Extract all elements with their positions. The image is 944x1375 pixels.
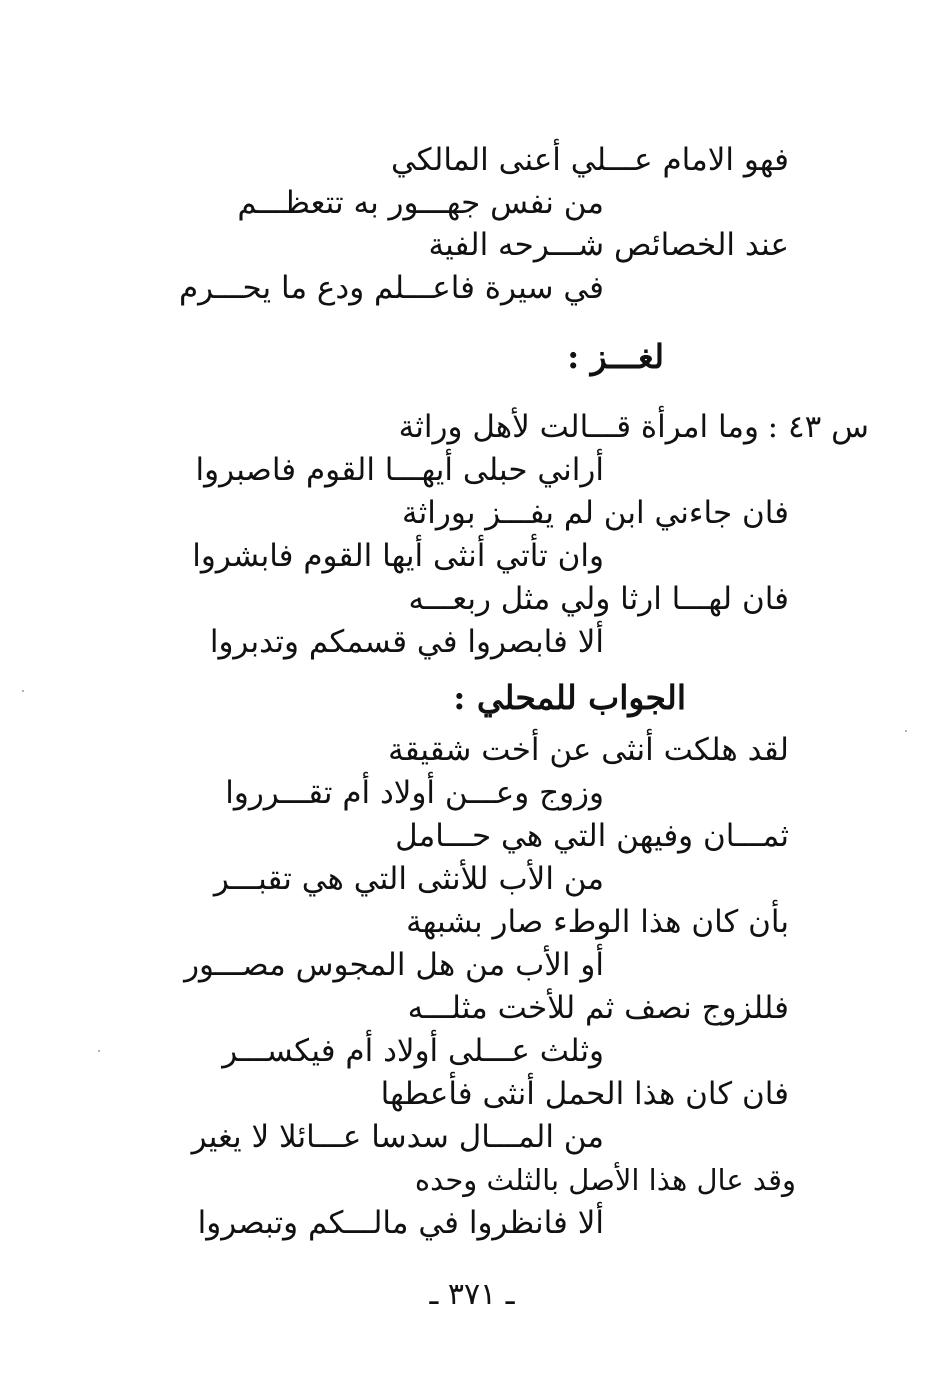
question-line-1: وما امرأة قـــالت لأهل وراثة	[398, 409, 759, 445]
verse-line-3: عند الخصائص شـــرحه الفية	[428, 227, 789, 263]
scan-speck	[98, 1050, 100, 1052]
answer-line-2: وزوج وعـــن أولاد أم تقـــرروا	[225, 775, 604, 811]
answer-line-7: فللزوج نصف ثم للأخت مثلـــه	[407, 990, 789, 1026]
answer-line-6: أو الأب من هل المجوس مصـــور	[184, 947, 604, 983]
scan-speck	[22, 690, 24, 692]
question-line-2: أراني حبلى أيهـــا القوم فاصبروا	[195, 452, 604, 488]
question-number: س ٤٣ :	[767, 409, 869, 445]
verse-line-1: فهو الامام عـــلي أعنى المالكي	[390, 142, 789, 178]
verse-line-2: من نفس جهـــور به تتعظـــم	[237, 185, 604, 221]
answer-line-10: من المـــال سدسا عـــائلا لا يغير	[191, 1119, 604, 1155]
scan-speck	[905, 730, 907, 732]
answer-heading: الجواب للمحلي :	[453, 678, 686, 717]
verse-line-4: في سيرة فاعـــلم ودع ما يحـــرم	[178, 270, 604, 306]
answer-line-3: ثمـــان وفيهن التي هي حـــامل	[395, 818, 789, 854]
question-line-5: فان لهـــا ارثا ولي مثل ربعـــه	[408, 581, 789, 617]
answer-line-9: فان كان هذا الحمل أنثى فأعطها	[380, 1076, 789, 1112]
question-line-6: ألا فابصروا في قسمكم وتدبروا	[209, 624, 604, 660]
page-number: ـ ٣٧١ ـ	[429, 1277, 515, 1312]
riddle-heading: لغـــز :	[567, 337, 664, 376]
question-line-4: وان تأتي أنثى أيها القوم فابشروا	[192, 538, 604, 574]
answer-line-4: من الأب للأنثى التي هي تقبـــر	[213, 861, 604, 897]
answer-line-11: وقد عال هذا الأصل بالثلث وحده	[414, 1163, 796, 1197]
answer-line-8: وثلث عـــلى أولاد أم فيكســـر	[222, 1033, 604, 1069]
answer-line-12: ألا فانظروا في مالـــكم وتبصروا	[197, 1205, 604, 1241]
question-line-3: فان جاءني ابن لم يفـــز بوراثة	[401, 495, 789, 531]
answer-line-1: لقد هلكت أنثى عن أخت شقيقة	[388, 732, 789, 768]
answer-line-5: بأن كان هذا الوطء صار بشبهة	[406, 904, 789, 940]
